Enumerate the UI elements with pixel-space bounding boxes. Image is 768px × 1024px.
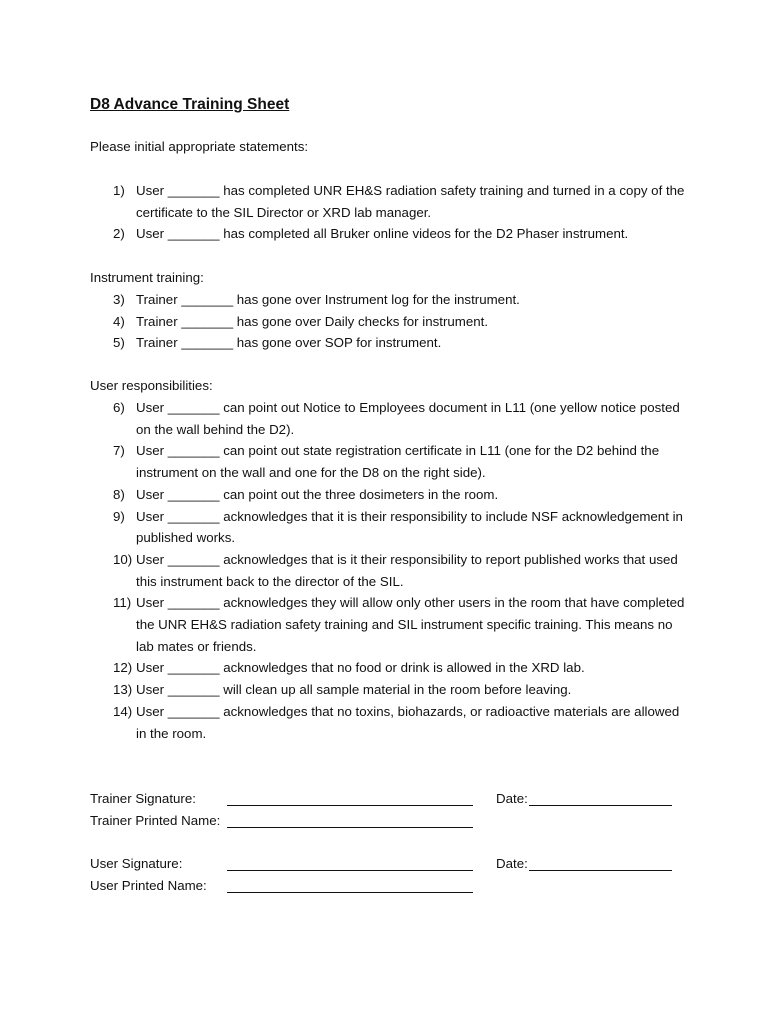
statement-text: User _______ acknowledges that is it their responsibility to report published works that used this instrument back to the director of the SIL.: [136, 551, 682, 589]
trainer-signature-label: Trainer Signature:: [90, 791, 196, 806]
statement-item: [0, 701, 686, 744]
statement-text: User _______ can point out state registration certificate in L11 (one for the D2 behind the instrument on the wall and one for the D8 on the right side).: [136, 443, 663, 481]
statement-text: Trainer _______ has gone over SOP for instrument.: [136, 335, 442, 351]
statement-item: [0, 506, 686, 549]
statement-text: User _______ will clean up all sample material in the room before leaving.: [136, 682, 572, 698]
statement-text: Trainer _______ has gone over Instrument log for the instrument.: [136, 292, 520, 307]
statement-number: 7): [113, 443, 125, 459]
statement-text: Trainer _______ has gone over Daily checks for instrument.: [136, 313, 489, 329]
statement-number: 14): [113, 703, 133, 719]
user-responsibilities-heading: User responsibilities:: [90, 378, 213, 393]
intro-instruction: Please initial appropriate statements:: [90, 139, 309, 154]
statement-item: [0, 332, 686, 354]
trainer-printed-name-label: Trainer Printed Name:: [90, 813, 221, 828]
statement-list-instrument: [0, 289, 768, 354]
trainer-signature-line[interactable]: [227, 788, 473, 806]
user-printed-name-line[interactable]: [227, 875, 473, 893]
statement-item: [0, 180, 689, 223]
statement-text: User _______ has completed all Bruker online videos for the D2 Phaser instrument.: [136, 226, 629, 242]
statement-item: [0, 440, 686, 483]
document-title: D8 Advance Training Sheet: [90, 96, 290, 113]
statement-number: 8): [113, 486, 125, 502]
trainer-printed-name-line[interactable]: [227, 810, 473, 828]
trainer-signature-row: [90, 788, 690, 810]
user-date-line[interactable]: [529, 853, 672, 871]
statement-text: User _______ acknowledges they will allow only other users in the room that have completed the UNR EH&S radiation safety training and SIL instrument specific training. This means no lab mates or friends.: [136, 595, 689, 654]
statement-item: [0, 592, 689, 657]
statement-text: User _______ has completed UNR EH&S radiation safety training and turned in a copy of the certificate to the SIL Director or XRD lab manager.: [136, 183, 689, 220]
user-date-label: Date:: [496, 856, 528, 871]
statement-item: [0, 679, 686, 701]
trainer-date-label: Date:: [496, 791, 528, 806]
statement-number: 13): [113, 682, 133, 698]
user-printed-name-row: [90, 875, 690, 897]
statement-number: 3): [113, 292, 125, 307]
statement-item: [0, 311, 686, 333]
statement-number: 5): [113, 335, 125, 351]
statement-text: User _______ can point out Notice to Employees document in L11 (one yellow notice posted on the wall behind the D2).: [136, 400, 684, 437]
user-signature-row: [90, 853, 690, 875]
user-signature-line[interactable]: [227, 853, 473, 871]
trainer-printed-name-row: [90, 810, 690, 832]
statement-number: 6): [113, 400, 125, 415]
statement-text: User _______ can point out the three dosimeters in the room.: [136, 486, 499, 502]
statement-item: [0, 657, 686, 679]
user-signature-label: User Signature:: [90, 856, 183, 871]
statement-number: 12): [113, 660, 133, 676]
statement-text: User _______ acknowledges that it is their responsibility to include NSF acknowledgement in published works.: [136, 508, 687, 546]
statement-item: [0, 397, 686, 440]
statement-list-responsibilities: [0, 397, 768, 744]
statement-text: User _______ acknowledges that no toxins, biohazards, or radioactive materials are allowed in the room.: [136, 703, 683, 741]
statement-item: [0, 549, 686, 592]
statement-item: [0, 289, 686, 311]
user-printed-name-label: User Printed Name:: [90, 878, 207, 893]
statement-item: [0, 223, 686, 245]
statement-text: User _______ acknowledges that no food or drink is allowed in the XRD lab.: [136, 660, 585, 676]
statement-number: 10): [113, 551, 133, 567]
statement-number: 2): [113, 226, 125, 242]
statement-number: 11): [113, 595, 132, 611]
instrument-training-heading: Instrument training:: [90, 270, 204, 285]
statement-number: 4): [113, 313, 125, 329]
statement-number: 9): [113, 508, 125, 524]
trainer-date-line[interactable]: [529, 788, 672, 806]
statement-number: 1): [113, 183, 125, 198]
statement-item: [0, 484, 686, 506]
statement-list-basic: [0, 180, 768, 245]
